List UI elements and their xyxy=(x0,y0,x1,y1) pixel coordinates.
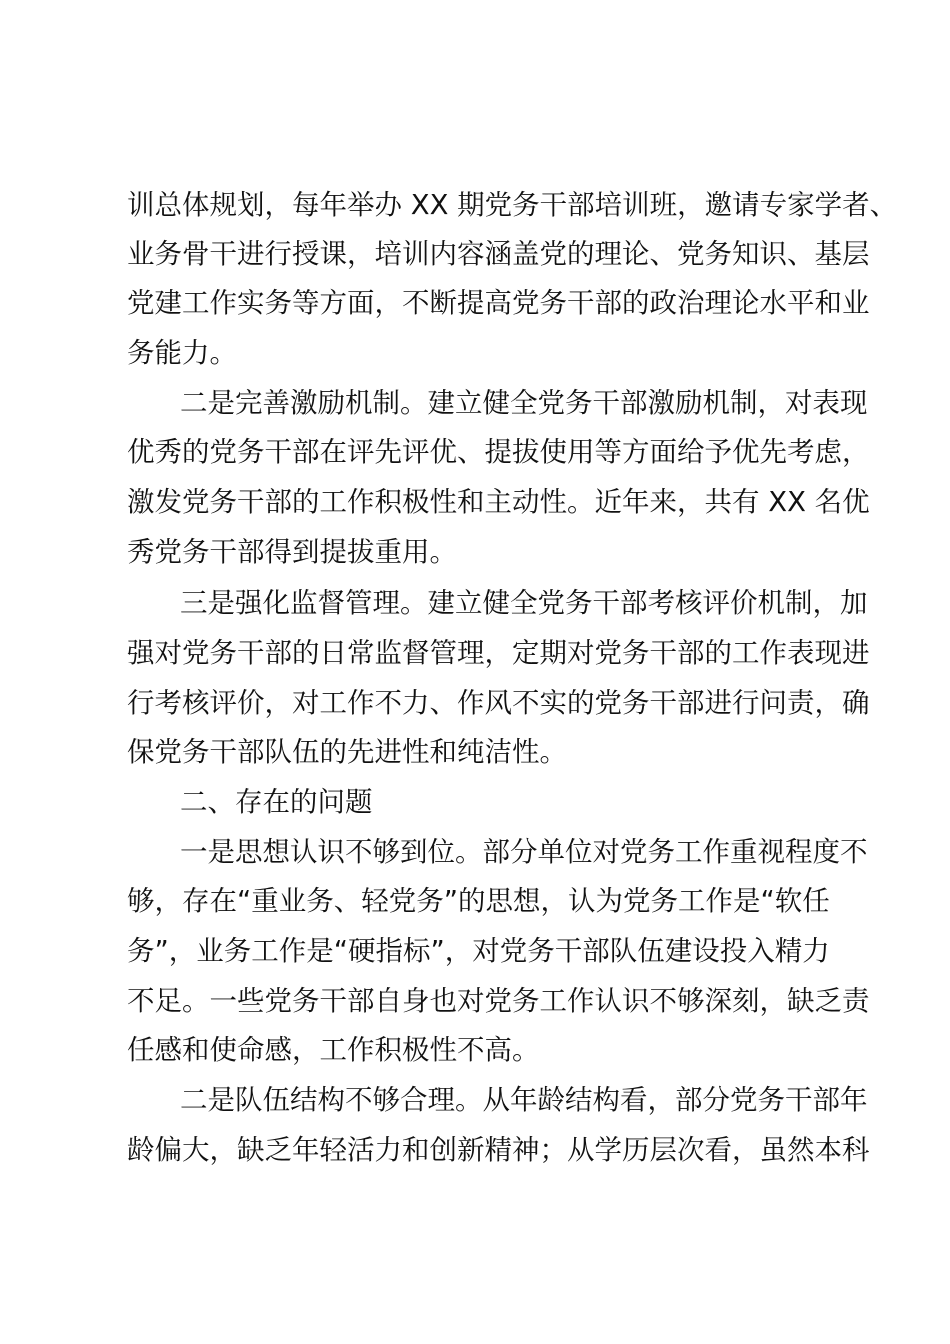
text-line: 务能力。 xyxy=(127,337,237,369)
text-line: 激发党务干部的工作积极性和主动性。近年来，共有 XX 名优 xyxy=(127,486,870,518)
paragraph-start-line: 三是强化监督管理。建立健全党务干部考核评价机制，加 xyxy=(180,587,868,619)
text-line: 行考核评价，对工作不力、作风不实的党务干部进行问责，确 xyxy=(127,687,870,719)
text-line: 不足。一些党务干部自身也对党务工作认识不够深刻，缺乏责 xyxy=(127,985,870,1017)
text-line: 党建工作实务等方面，不断提高党务干部的政治理论水平和业 xyxy=(127,287,870,319)
text-line: 务”，业务工作是“硬指标”，对党务干部队伍建设投入精力 xyxy=(127,935,830,967)
text-line: 业务骨干进行授课，培训内容涵盖党的理论、党务知识、基层 xyxy=(127,238,870,270)
paragraph-start-line: 一是思想认识不够到位。部分单位对党务工作重视程度不 xyxy=(180,836,868,868)
text-line: 龄偏大，缺乏年轻活力和创新精神；从学历层次看，虽然本科 xyxy=(127,1134,870,1166)
text-line: 强对党务干部的日常监督管理，定期对党务干部的工作表现进 xyxy=(127,637,870,669)
text-line: 任感和使命感，工作积极性不高。 xyxy=(127,1034,540,1066)
paragraph-start-line: 二是完善激励机制。建立健全党务干部激励机制，对表现 xyxy=(180,387,868,419)
text-line: 秀党务干部得到提拔重用。 xyxy=(127,536,457,568)
text-line: 保党务干部队伍的先进性和纯洁性。 xyxy=(127,736,567,768)
section-heading: 二、存在的问题 xyxy=(180,786,373,818)
text-line: 够，存在“重业务、轻党务”的思想，认为党务工作是“软任 xyxy=(127,885,830,917)
text-line: 优秀的党务干部在评先评优、提拔使用等方面给予优先考虑， xyxy=(127,436,870,468)
paragraph-start-line: 二是队伍结构不够合理。从年龄结构看，部分党务干部年 xyxy=(180,1084,868,1116)
text-line: 训总体规划，每年举办 XX 期党务干部培训班，邀请专家学者、 xyxy=(127,189,898,221)
